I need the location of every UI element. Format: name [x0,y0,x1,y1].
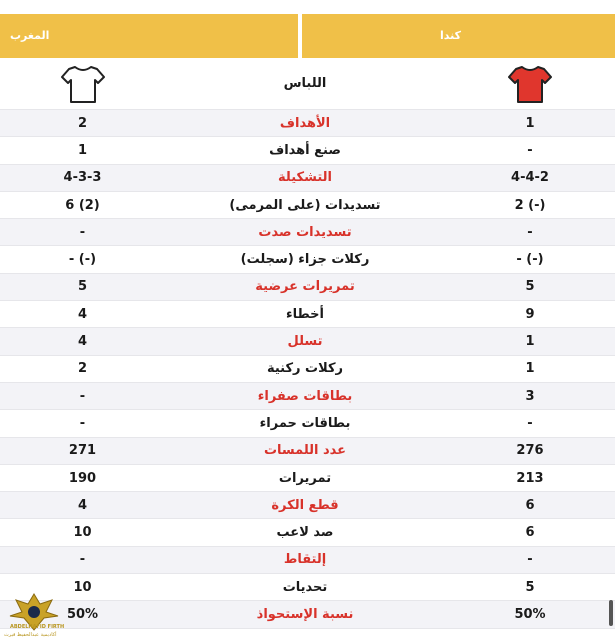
kit-row [0,58,615,110]
stat-right-value: - [527,552,533,568]
stat-label: نسبة الإستحواذ [256,606,354,622]
stat-label: قطع الكرة [271,497,339,513]
stat-row [0,410,615,437]
stat-label: صنع أهداف [269,142,341,158]
stat-label: إلتقاط [283,552,327,568]
stat-row [0,192,615,219]
stat-right-value: 50% [514,606,546,622]
stat-right-value: 6 [525,497,535,513]
watermark-line2: أكاديمية عبدالحفيظ فيرث [4,632,57,638]
stat-row [0,219,615,246]
stat-label: الأهداف [279,115,331,131]
stat-right-value: 2 (-) [514,197,546,213]
teams-header [0,14,615,60]
kit-right-cell [445,58,615,109]
stat-row [0,547,615,574]
stats-table [0,58,615,629]
stat-right-value: 1 [525,115,535,131]
stat-label: التشكيلة [278,170,332,186]
stat-left-value: 5 [77,279,88,295]
stat-row [0,328,615,355]
stat-left-value: 10 [73,525,92,541]
stat-label: تمريرات [278,470,332,486]
stat-row [0,574,615,601]
stat-left-value: - [79,552,86,568]
team-name-left: المغرب [10,29,50,42]
team-tab-canada[interactable] [302,14,615,58]
stat-right-value: 213 [516,470,544,486]
stat-right-value: - [527,415,533,431]
stat-left-value: 4 [77,334,88,350]
stat-right-value: 6 [525,525,535,541]
stat-label: تحديات [282,579,328,595]
stat-left-value: 4 [77,306,88,322]
stat-left-value: - (-) [68,252,97,268]
team-name-right: كندا [440,29,462,42]
stat-right-value: - (-) [516,252,544,268]
watermark-line1: ABDELHAFID FIRTH [10,624,65,630]
stat-label: تمريرات عرضية [255,279,355,295]
stat-label: تسديدات (على المرمى) [229,197,381,213]
kit-left-cell [0,58,165,109]
stat-row [0,438,615,465]
stat-left-value: 1 [77,142,88,158]
stat-label: صد لاعب [276,525,334,541]
kit-label: اللباس [283,76,327,91]
stat-label: ركلات ركنية [266,361,344,377]
stat-left-value: 2 [77,361,88,377]
stat-left-value: - [79,388,86,404]
stat-row [0,383,615,410]
stat-label: بطاقات حمراء [259,415,351,431]
stat-left-value: 6 (2) [65,197,100,213]
scrollbar[interactable] [609,600,613,626]
stat-left-value: 50% [66,606,99,622]
stat-label: بطاقات صفراء [257,388,353,404]
stat-left-value: 4 [77,497,88,513]
stat-label: ركلات جزاء (سجلت) [240,252,370,268]
stat-label: عدد اللمسات [263,443,347,459]
stat-row [0,274,615,301]
stat-row [0,165,615,192]
stat-right-value: - [527,142,533,158]
stat-row [0,465,615,492]
team-tab-morocco[interactable] [0,14,298,58]
stat-row [0,246,615,273]
stat-label: أخطاء [285,306,325,322]
white-shirt-icon [61,64,105,104]
stat-right-value: 276 [516,443,544,459]
stat-left-value: - [79,224,86,240]
red-shirt-icon [508,64,552,104]
stat-row [0,492,615,519]
stat-left-value: - [79,415,86,431]
stat-row [0,137,615,164]
stat-row [0,519,615,546]
stat-right-value: - [527,224,533,240]
stat-right-value: 1 [525,361,535,377]
stat-row [0,110,615,137]
stat-right-value: 3 [525,388,535,404]
stat-row [0,301,615,328]
stat-row [0,356,615,383]
stat-right-value: 4-4-2 [511,170,549,186]
stat-label: تسلل [287,334,323,350]
stat-right-value: 9 [525,306,535,322]
stat-right-value: 5 [525,279,535,295]
stat-left-value: 10 [73,579,92,595]
stat-left-value: 190 [68,470,97,486]
stat-left-value: 4-3-3 [63,170,102,186]
stat-right-value: 1 [525,334,535,350]
stat-left-value: 271 [68,443,97,459]
stat-label: تسديدات صدت [258,224,352,240]
stat-right-value: 5 [525,579,535,595]
stat-left-value: 2 [77,115,88,131]
stat-row [0,601,615,628]
